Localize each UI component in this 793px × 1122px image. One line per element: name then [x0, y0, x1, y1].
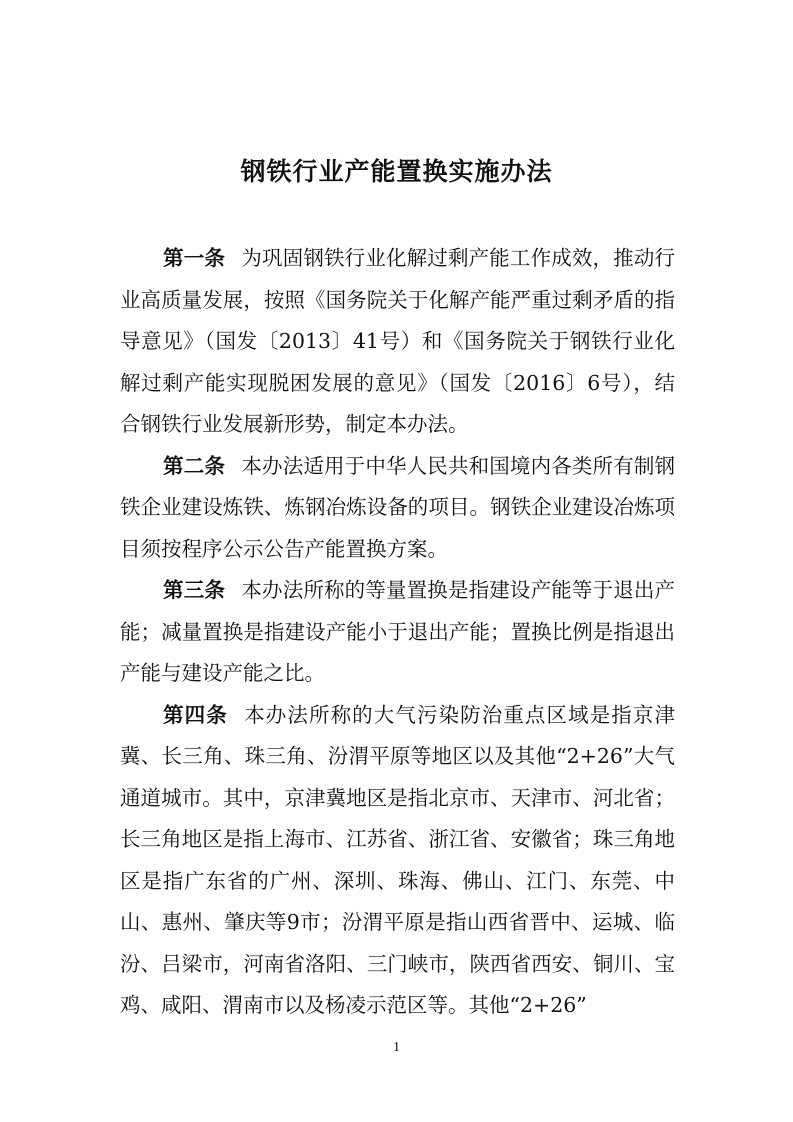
article-3 — [120, 570, 675, 695]
article-1-heading: 第一条 — [163, 246, 226, 270]
article-1-text: 为巩固钢铁行业化解过剩产能工作成效，推动行业高质量发展，按照《国务院关于化解产能严重过剩矛盾的指导意见》（国发〔2013〕41号）和《国务院关于钢铁行业化解过剩产能实现脱困发展的意见》（国发〔2016〕6号），结合钢铁行业发展新形势，制定本办法。 — [120, 246, 676, 436]
document-body — [120, 238, 675, 1027]
article-4 — [120, 695, 675, 1027]
article-2-heading: 第二条 — [163, 453, 226, 478]
article-4-heading: 第四条 — [163, 702, 228, 727]
article-3-heading: 第三条 — [163, 578, 226, 602]
article-3-text: 本办法所称的等量置换是指建设产能等于退出产能；减量置换是指建设产能小于退出产能；置换比例是指退出产能与建设产能之比。 — [120, 578, 676, 685]
page-number: 1 — [393, 1040, 400, 1055]
article-1 — [120, 238, 675, 446]
document-title: 钢铁行业产能置换实施办法 — [240, 157, 553, 186]
article-2-text: 本办法适用于中华人民共和国境内各类所有制钢铁企业建设炼铁、炼钢冶炼设备的项目。钢铁企业建设冶炼项目须按程序公示公告产能置换方案。 — [120, 453, 676, 561]
article-4-text: 本办法所称的大气污染防治重点区域是指京津冀、长三角、珠三角、汾渭平原等地区以及其他“2+26”大气通道城市。其中，京津冀地区是指北京市、天津市、河北省；长三角地区是指上海市、江苏省、浙江省、安徽省；珠三角地区是指广东省的广州、深圳、珠海、佛山、江门、东莞、中山、惠州、肇庆等9市；汾渭平原是指山西省晋中、运城、临汾、吕梁市，河南省洛阳、三门峡市，陕西省西安、铜川、宝鸡、咸阳、渭南市以及杨凌示范区等。其他“2+26” — [120, 702, 675, 1017]
article-2 — [120, 446, 675, 571]
